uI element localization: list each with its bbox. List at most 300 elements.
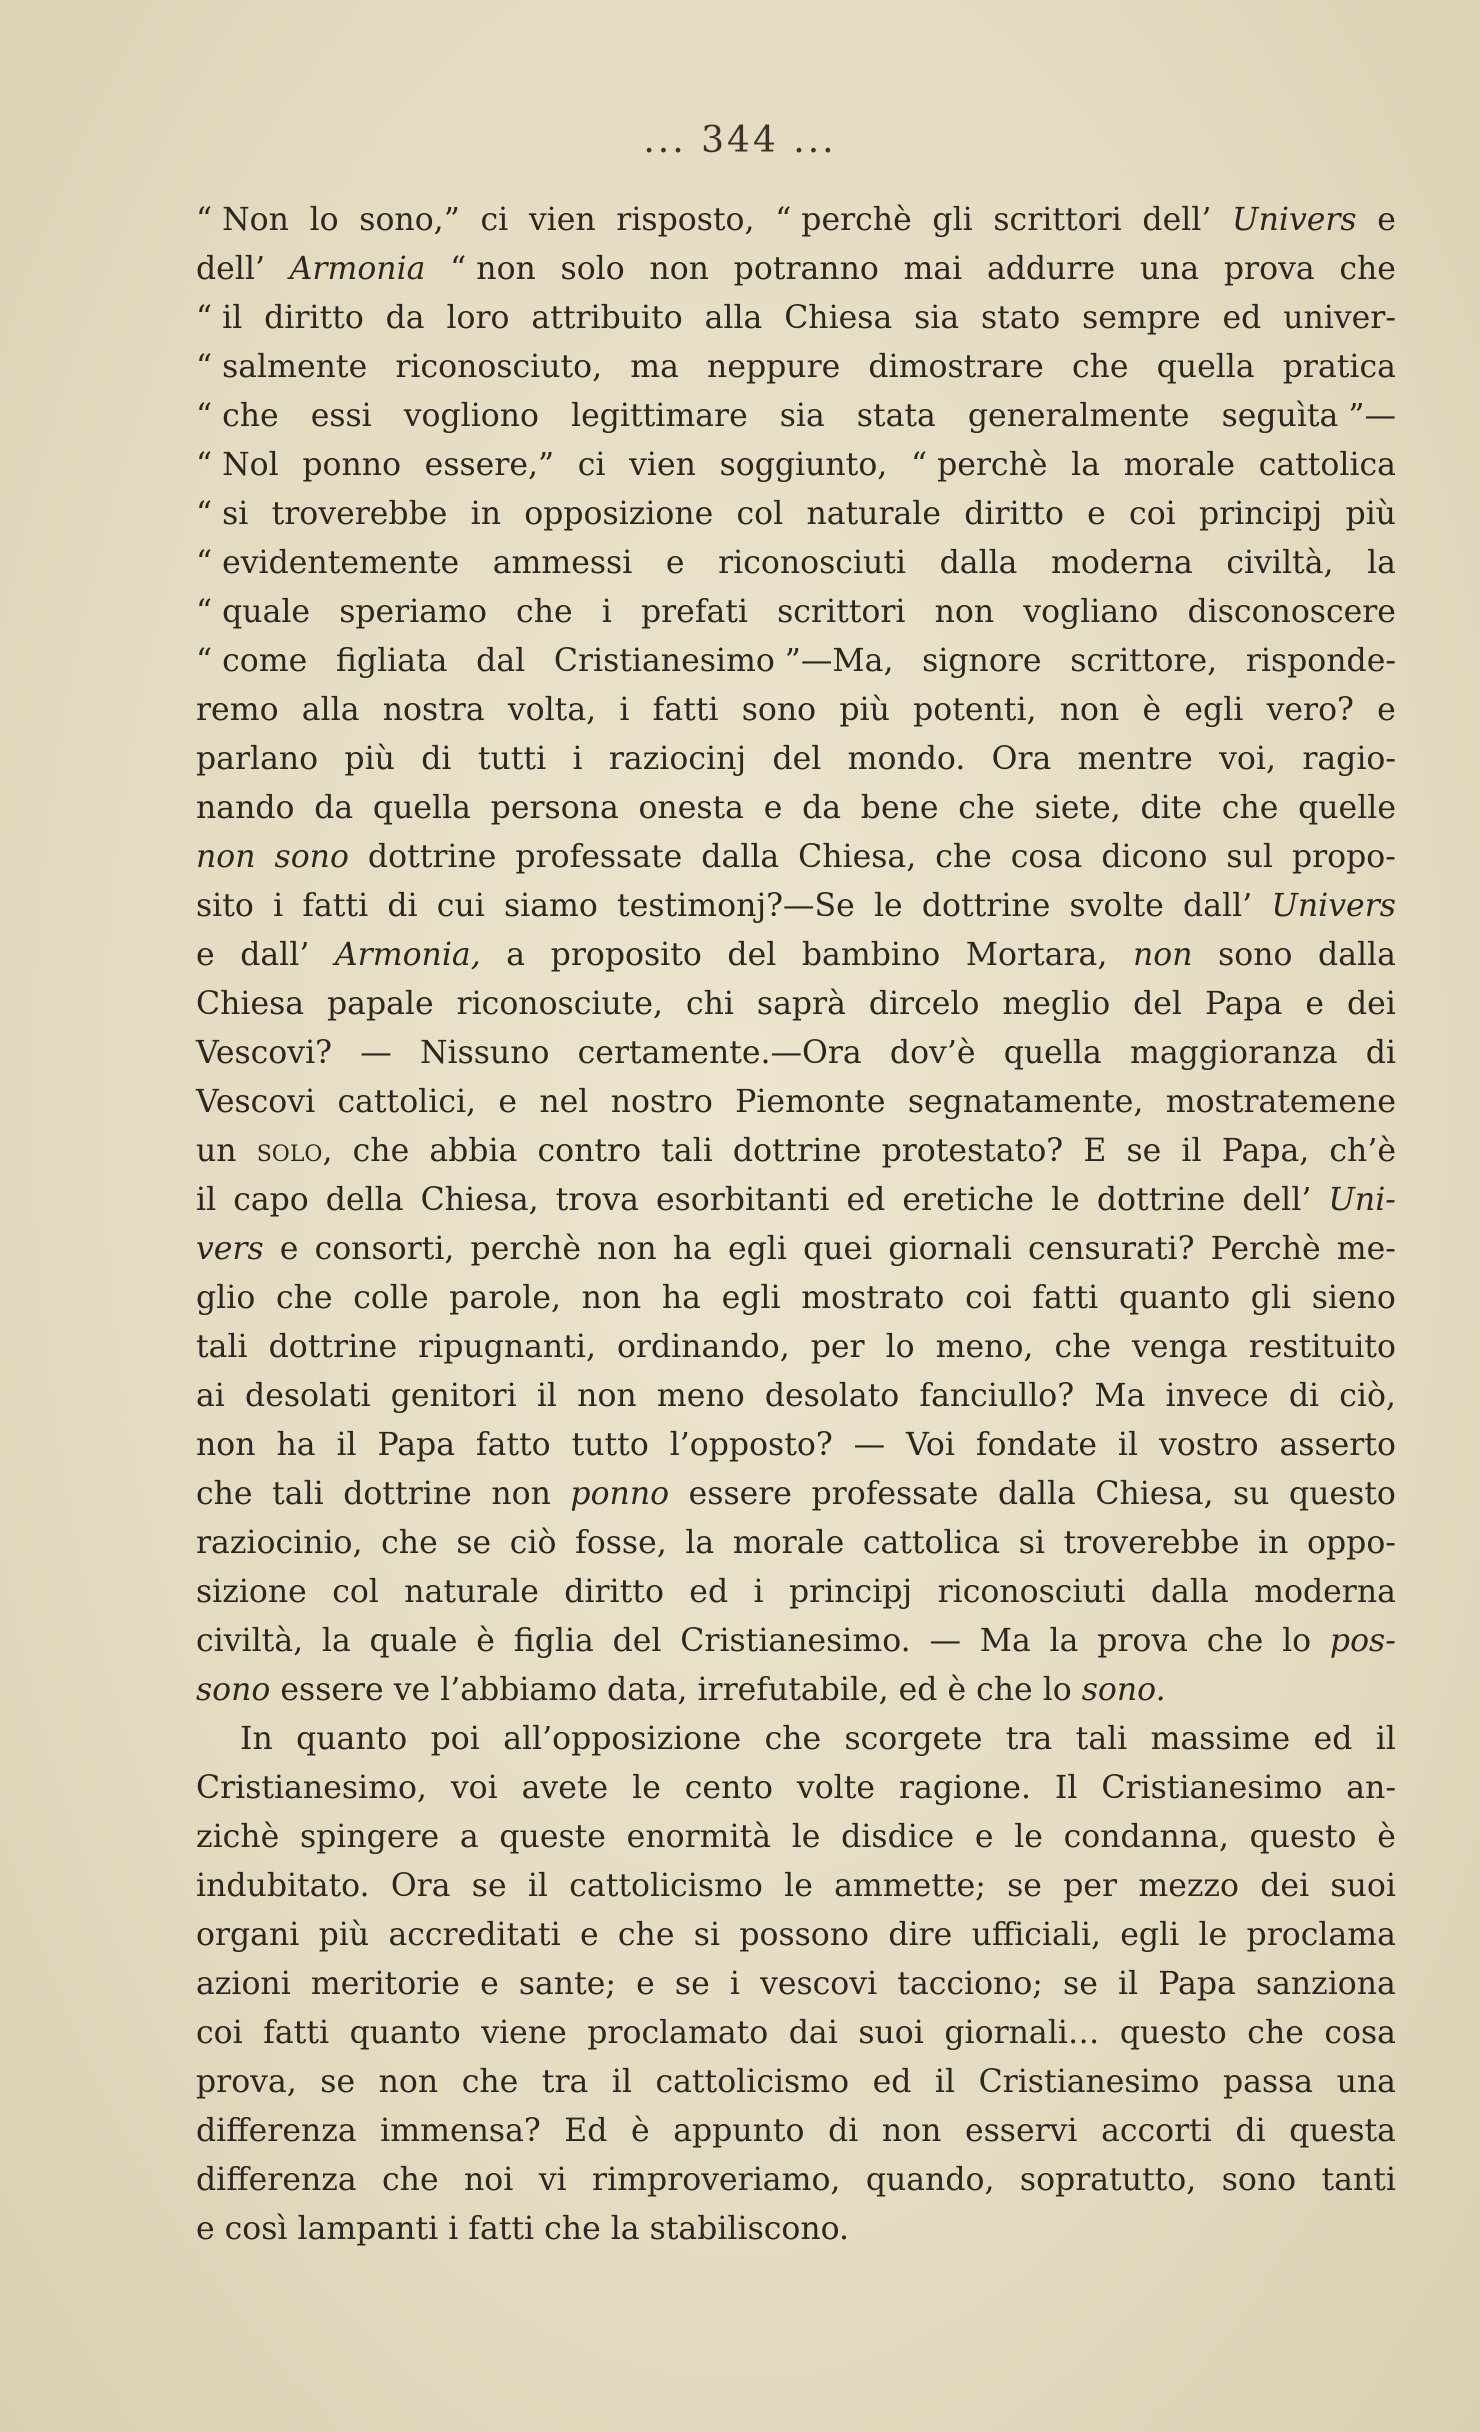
word: Nissuno (419, 1035, 550, 1071)
word: invece (1165, 1378, 1269, 1414)
word: contro (537, 1133, 642, 1169)
word: mezzo (1138, 1868, 1239, 1904)
word: sono. (1081, 1672, 1166, 1708)
word: Univers (1232, 202, 1357, 238)
word: vogliano (1023, 594, 1159, 630)
word: tutti (477, 741, 547, 777)
word: Chiesa, (798, 839, 917, 875)
word: tali (196, 1329, 248, 1365)
word: tra (541, 2064, 589, 2100)
word: non (196, 1427, 256, 1463)
word: — (929, 1623, 961, 1659)
word: quella (1156, 349, 1255, 385)
word: mostrato (801, 1280, 945, 1316)
word: e (974, 1819, 994, 1855)
text-line (196, 637, 1396, 686)
word: seguìta ”— (1221, 398, 1396, 434)
word: vi (538, 2162, 567, 2198)
word: le (632, 1770, 661, 1806)
word: che (935, 839, 992, 875)
word: riconosciuti (718, 545, 906, 581)
word: di (1235, 2113, 1266, 2149)
word: dell’ (196, 251, 265, 287)
word: potranno (733, 251, 879, 287)
word: del (727, 937, 777, 973)
word: tacciono; (897, 1966, 1043, 2002)
word: civiltà, (1226, 545, 1334, 581)
word: e (196, 937, 215, 973)
text-line (196, 1323, 1396, 1372)
word: che (1247, 2015, 1304, 2051)
word: “ salmente (196, 349, 368, 385)
word: il (527, 1868, 549, 1904)
word: questo (1119, 2015, 1227, 2051)
word: quella (1003, 1035, 1102, 1071)
text-line (196, 441, 1396, 490)
word: che (617, 1917, 675, 1953)
text-line (196, 1470, 1396, 1519)
text-line (196, 2009, 1396, 2058)
word: dottrine (1096, 1182, 1226, 1218)
word: non (491, 1476, 551, 1512)
word: “ non (450, 251, 536, 287)
word: ragio- (1302, 741, 1396, 777)
word: troverebbe (1063, 1525, 1240, 1561)
word: poi (430, 1721, 480, 1757)
word: risposto, (616, 202, 755, 238)
word: naturale (404, 1574, 539, 1610)
word: ve (393, 1672, 431, 1708)
word: ch’è (1329, 1133, 1396, 1169)
text-line (196, 1127, 1396, 1176)
word: per (1063, 1868, 1118, 1904)
word: la (685, 1525, 715, 1561)
word: sono (196, 1672, 271, 1708)
word: fatti (263, 2015, 330, 2051)
word: pos- (1329, 1623, 1396, 1659)
text-line (196, 588, 1396, 637)
word: lampanti (297, 2211, 439, 2247)
word: vero? (1266, 692, 1354, 728)
word: tali (661, 1133, 713, 1169)
word: prova, (196, 2064, 297, 2100)
word: ragione. (899, 1770, 1031, 1806)
text-line (196, 882, 1396, 931)
word: Ora (390, 1868, 451, 1904)
word: propo- (1291, 839, 1396, 875)
word: essere (688, 1476, 792, 1512)
word: cento (684, 1770, 773, 1806)
word: che (1221, 790, 1279, 826)
word: dimostrare (868, 349, 1044, 385)
word: Cristianesimo ”—Ma, (553, 643, 894, 679)
word: egli (721, 1280, 781, 1316)
word: dall’ (1183, 888, 1253, 924)
word: che (381, 1525, 438, 1561)
word: mai (903, 251, 963, 287)
word: non (378, 2064, 439, 2100)
word: Cristianesimo. (680, 1623, 911, 1659)
word: sizione (196, 1574, 307, 1610)
word: trova (555, 1182, 639, 1218)
word: sono (741, 692, 817, 728)
word: sito (196, 888, 254, 924)
word: ed (689, 1574, 729, 1610)
word: persona (490, 790, 619, 826)
body-text (196, 196, 1396, 2254)
word: sono (274, 839, 349, 875)
word: accorti (1101, 2113, 1212, 2149)
word: professate (811, 1476, 979, 1512)
word: vostro (1158, 1427, 1259, 1463)
word: essere,” (424, 447, 555, 483)
word: della (325, 1182, 404, 1218)
word: ponno (570, 1476, 670, 1512)
word: nostra (382, 692, 485, 728)
word: svolte (1069, 888, 1164, 924)
word: venga (1132, 1329, 1228, 1365)
word: che (544, 2211, 601, 2247)
word: che (352, 1133, 410, 1169)
word: prova (1097, 1623, 1188, 1659)
word: principj (788, 1574, 913, 1610)
word: dottrine (921, 888, 1051, 924)
word: perchè (470, 1231, 581, 1267)
word: parlano (196, 741, 319, 777)
word: il (1117, 1427, 1139, 1463)
word: scrittori (993, 202, 1122, 238)
word: “ che (196, 398, 279, 434)
word: fatti (1032, 1280, 1099, 1316)
word: restituito (1248, 1329, 1396, 1365)
word: sono (1218, 937, 1293, 973)
word: dircelo (868, 986, 980, 1022)
word: alla (704, 300, 763, 336)
word: bambino (801, 937, 941, 973)
word: vien (528, 202, 596, 238)
word: se (1063, 1966, 1098, 2002)
word: ordinando, (616, 1329, 790, 1365)
word: ed (1222, 300, 1262, 336)
word: non (934, 594, 995, 630)
word: se (471, 1868, 507, 1904)
word: parole, (449, 1280, 561, 1316)
word: Il (1054, 1770, 1078, 1806)
word: Cristianesimo (1101, 1770, 1323, 1806)
word: capo (233, 1182, 309, 1218)
word: se (674, 1966, 710, 2002)
text-line (196, 980, 1396, 1029)
word: appunto (673, 2113, 805, 2149)
word: saprà (756, 986, 846, 1022)
word: riconosciuti (937, 1574, 1126, 1610)
word: maggioranza (1129, 1035, 1338, 1071)
word: chi (685, 986, 734, 1022)
word: massime (1150, 1721, 1291, 1757)
word: le (1014, 1819, 1043, 1855)
word: che (976, 1672, 1033, 1708)
word: un (196, 1133, 237, 1169)
word: da (802, 790, 842, 826)
word: per (810, 1329, 865, 1365)
word: gli (932, 202, 973, 238)
word: tali (272, 1476, 324, 1512)
word: consorti, (314, 1231, 455, 1267)
text-line (196, 1960, 1396, 2009)
word: è (1377, 1819, 1396, 1855)
word: il (611, 2064, 632, 2100)
word: spingere (299, 1819, 440, 1855)
word: addurre (986, 251, 1116, 287)
word: nel (539, 1084, 589, 1120)
word: dai (788, 2015, 838, 2051)
word: possono (739, 1917, 870, 1953)
word: in (1258, 1525, 1289, 1561)
word: ha (661, 1280, 701, 1316)
word: “ evidentemente (196, 545, 460, 581)
word: voi (450, 1770, 498, 1806)
text-line (196, 931, 1396, 980)
word: differenza (196, 2162, 357, 2198)
word: sanziona (1255, 1966, 1396, 2002)
word: non (881, 2113, 942, 2149)
word: rimproveriamo, (592, 2162, 841, 2198)
word: bene (860, 790, 939, 826)
word: generalmente (967, 398, 1190, 434)
word: legittimare (571, 398, 748, 434)
word: quando, (865, 2162, 995, 2198)
word: — (360, 1035, 392, 1071)
text-line (196, 196, 1396, 245)
word: lo (1042, 1672, 1072, 1708)
word: e (498, 1084, 518, 1120)
word: fatti (468, 2211, 535, 2247)
text-line (196, 1862, 1396, 1911)
word: sul (1226, 839, 1273, 875)
word: Chiesa (784, 300, 893, 336)
word: la (1071, 447, 1101, 483)
word: è (631, 2113, 650, 2149)
word: glio (196, 1280, 256, 1316)
word: vien (629, 447, 696, 483)
word: soggiunto, (719, 447, 888, 483)
word: sante; (518, 1966, 617, 2002)
word: scrittori (777, 594, 906, 630)
word: il (1375, 1721, 1396, 1757)
word: suoi (858, 2015, 924, 2051)
word: volta, (507, 692, 597, 728)
word: più (839, 692, 890, 728)
word: sia (779, 398, 825, 434)
word: dell’ (1242, 1182, 1312, 1218)
word: Vescovi? (196, 1035, 333, 1071)
word: lo (309, 202, 339, 238)
word: mondo. (847, 741, 966, 777)
text-line (196, 1911, 1396, 1960)
word: In (240, 1721, 273, 1757)
word: accreditati (388, 1917, 561, 1953)
word: egli (1120, 1917, 1180, 1953)
word: col (736, 496, 784, 532)
word: se (456, 1525, 492, 1561)
word: questa (1289, 2113, 1396, 2149)
word: dell’ (1142, 202, 1212, 238)
word: i (448, 2211, 459, 2247)
word: le (784, 1868, 813, 1904)
word: e (1377, 202, 1396, 238)
word: le (1198, 1917, 1228, 1953)
word: prefati (640, 594, 748, 630)
word: quale (369, 1623, 458, 1659)
word: Ma (1094, 1378, 1146, 1414)
word: ed (872, 2064, 912, 2100)
word: lo (1282, 1623, 1312, 1659)
word: giornali… (944, 2015, 1100, 2051)
word: del (772, 741, 822, 777)
word: all’opposizione (503, 1721, 742, 1757)
word: dottrine (268, 1329, 398, 1365)
word: indubitato. (196, 1868, 370, 1904)
text-line (196, 294, 1396, 343)
word: più (318, 1917, 370, 1953)
word: che (196, 1476, 253, 1512)
word: dall’ (240, 937, 310, 973)
word: di (387, 888, 418, 924)
word: di (421, 741, 452, 777)
word: an- (1346, 1770, 1396, 1806)
word: eretiche (902, 1182, 1035, 1218)
word: morale (1123, 447, 1236, 483)
word: ciò, (1339, 1378, 1396, 1414)
text-line (196, 245, 1396, 294)
word: più (1345, 496, 1396, 532)
word: dite (1140, 790, 1203, 826)
word: ufficiali, (971, 1917, 1101, 1953)
word: dei (1260, 1868, 1310, 1904)
word: vers (196, 1231, 264, 1267)
word: ai (196, 1378, 225, 1414)
word: enormità (626, 1819, 772, 1855)
word: la (610, 2211, 640, 2247)
word: Papa (1158, 1966, 1236, 2002)
word: i (572, 741, 583, 777)
word: e (1305, 986, 1325, 1022)
word: mentre (1077, 741, 1193, 777)
word: il (934, 2064, 956, 2100)
word: organi (196, 1917, 300, 1953)
word: non (196, 839, 256, 875)
word: ammette; (834, 1868, 986, 1904)
word: raziocinio, (196, 1525, 363, 1561)
word: irrefutabile, (697, 1672, 889, 1708)
word: ponno (302, 447, 402, 483)
word: ciò (509, 1525, 557, 1561)
word: i (273, 888, 284, 924)
word: sieno (1311, 1280, 1396, 1316)
word: che (958, 790, 1015, 826)
word: voi, (1219, 741, 1276, 777)
word: disconoscere (1187, 594, 1396, 630)
word: ammessi (492, 545, 633, 581)
text-line (196, 1519, 1396, 1568)
word: ed (846, 1182, 886, 1218)
word: una (1336, 2064, 1396, 2100)
word: me- (1336, 1231, 1396, 1267)
word: e (279, 1231, 299, 1267)
word: Univers (1271, 888, 1396, 924)
word: sia (914, 300, 960, 336)
word: da (314, 790, 354, 826)
word: non (1132, 937, 1193, 973)
word: sono,” (359, 202, 460, 238)
word: cosa (1010, 839, 1083, 875)
word: potenti, (913, 692, 1037, 728)
word: ci (577, 447, 606, 483)
word: loro (446, 300, 510, 336)
word: Vescovi (196, 1084, 316, 1120)
word: coi (196, 2015, 243, 2051)
word: ha (672, 1231, 712, 1267)
word: siamo (504, 888, 598, 924)
word: Papa, (1221, 1133, 1310, 1169)
word: la (321, 1623, 351, 1659)
word: Chiesa (196, 986, 305, 1022)
word: meno (656, 1378, 745, 1414)
word: Chiesa, (420, 1182, 539, 1218)
text-line (196, 833, 1396, 882)
word: di (828, 2113, 859, 2149)
word: Uni- (1328, 1182, 1396, 1218)
word: che (516, 594, 573, 630)
word: che (461, 2064, 519, 2100)
text-line (196, 1078, 1396, 1127)
word: onesta (638, 790, 744, 826)
text-line (196, 1813, 1396, 1862)
word: le (873, 888, 903, 924)
word: vogliono (403, 398, 540, 434)
word: viene (481, 2015, 567, 2051)
word: censurati? (1027, 1231, 1195, 1267)
word: tutto (571, 1427, 649, 1463)
word: i (729, 1966, 740, 2002)
word: Perchè (1210, 1231, 1321, 1267)
word: stabiliscono. (649, 2211, 850, 2247)
word: che (1071, 349, 1129, 385)
text-line (196, 2156, 1396, 2205)
word: ripugnanti, (418, 1329, 596, 1365)
word: si (1018, 1525, 1045, 1561)
word: azioni (196, 1966, 291, 2002)
word: non (597, 1231, 657, 1267)
word: che (1206, 1623, 1264, 1659)
word: scrittore, (1070, 643, 1218, 679)
text-line (196, 686, 1396, 735)
word: cui (436, 888, 485, 924)
text-line (196, 1421, 1396, 1470)
word: differenza (196, 2113, 357, 2149)
word: di (1365, 1035, 1396, 1071)
word: giornali (888, 1231, 1012, 1267)
text-line (196, 2058, 1396, 2107)
word: cattolicismo (655, 2064, 850, 2100)
word: sono (1221, 2162, 1297, 2198)
word: cattolica (862, 1525, 1001, 1561)
word: fatti (652, 692, 719, 728)
word: genitori (390, 1378, 517, 1414)
word: di (1288, 1378, 1320, 1414)
word: e (763, 790, 783, 826)
page-number: ... 344 ... (643, 120, 837, 161)
